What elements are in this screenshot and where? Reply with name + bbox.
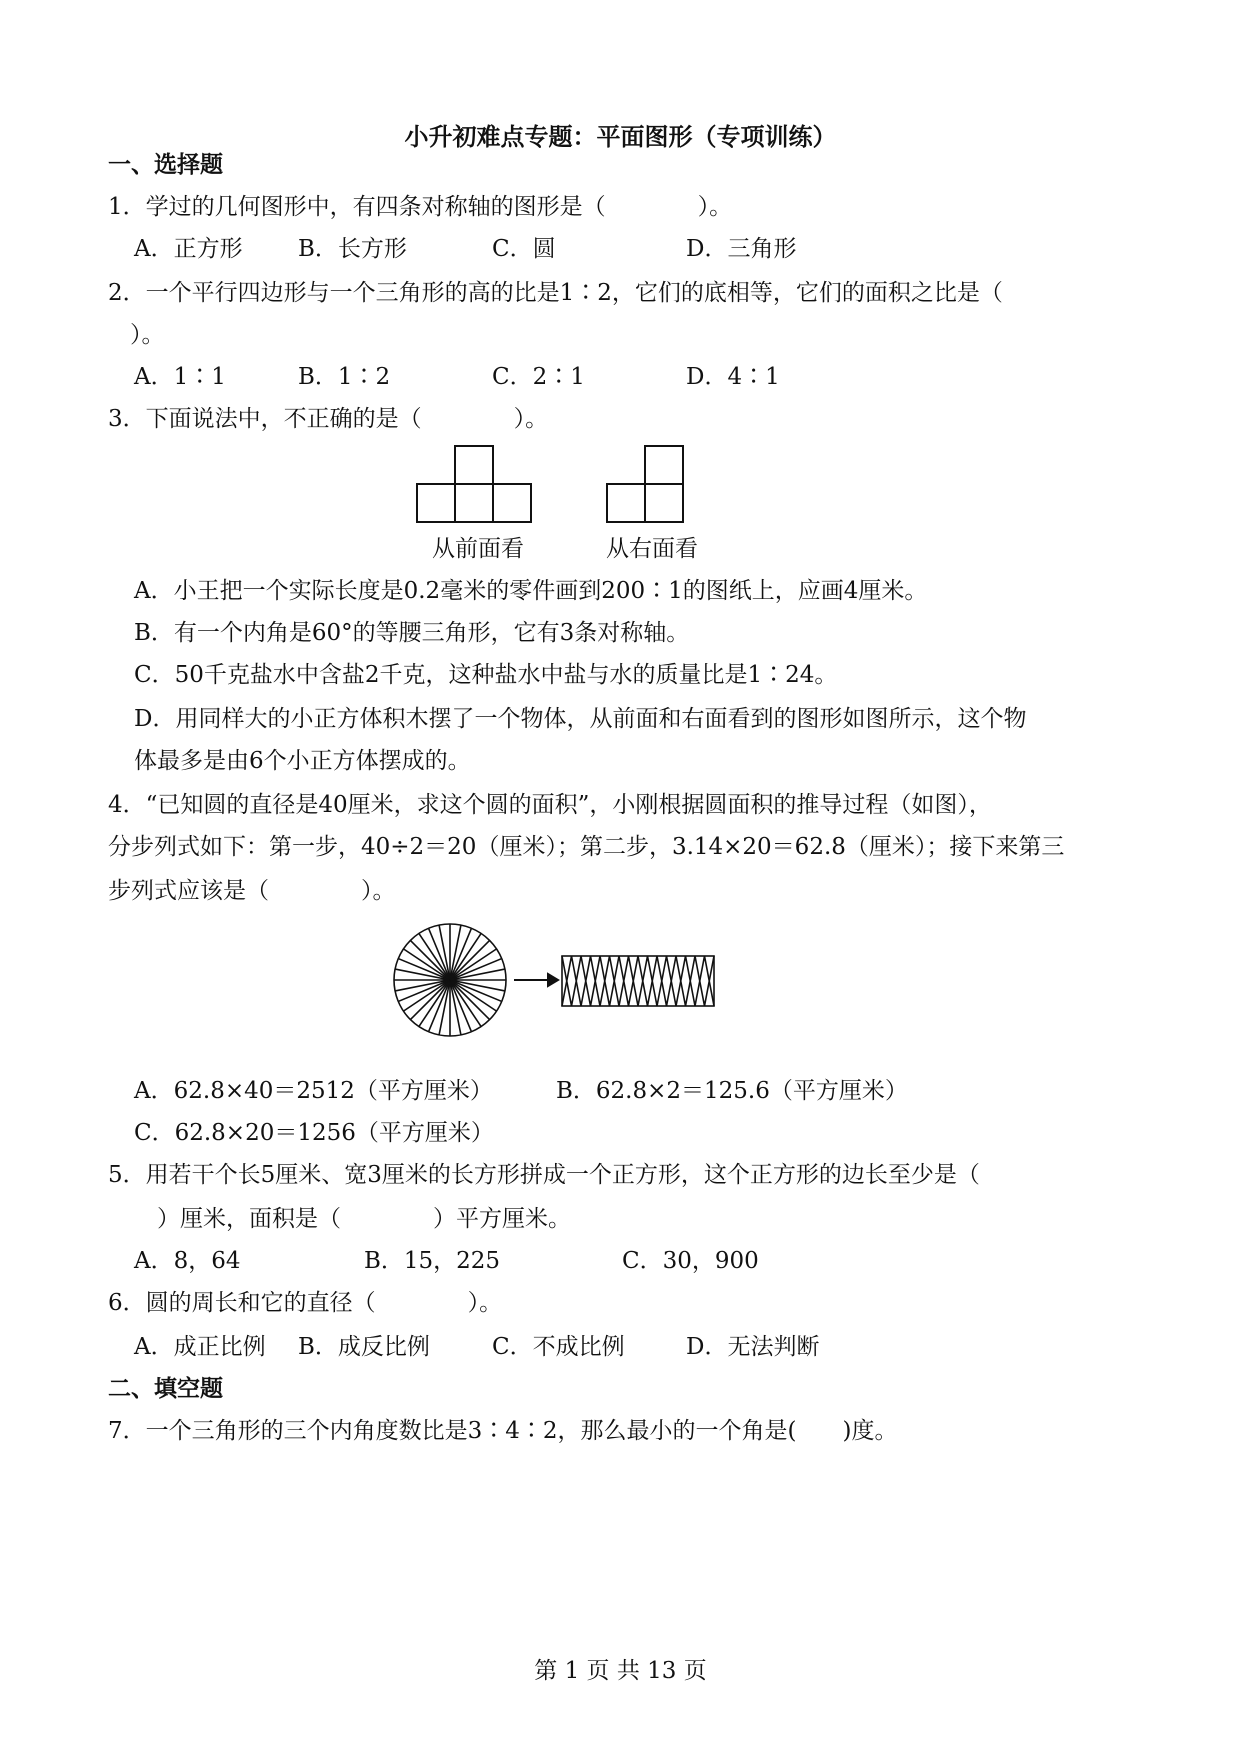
question-6-option-d: D．无法判断: [686, 1334, 820, 1360]
question-3-views-figure: [410, 440, 700, 532]
question-4-stem-line2: 分步列式如下：第一步，40÷2＝20（厘米）；第二步，3.14×20＝62.8（厘米）；接下来第三: [108, 834, 1065, 860]
rectangle-outline: [562, 956, 714, 1006]
circle-divided-into-sectors: [394, 924, 506, 1036]
caption-front-view: 从前面看: [432, 536, 524, 562]
question-2-option-d: D．4∶1: [686, 364, 780, 390]
front-view-square: [455, 446, 493, 484]
question-2-option-c: C．2∶1: [492, 364, 585, 390]
question-2-option-b: B．1∶2: [298, 364, 391, 390]
sector-zigzag: [562, 956, 714, 1006]
question-6-option-a: A．成正比例: [134, 1334, 266, 1360]
question-2-stem-line1: 2．一个平行四边形与一个三角形的高的比是1∶2，它们的底相等，它们的面积之比是（: [108, 280, 1003, 306]
question-2-option-a: A．1∶1: [134, 364, 226, 390]
question-1-option-b: B．长方形: [298, 236, 407, 262]
page-title: 小升初难点专题：平面图形（专项训练）: [404, 122, 837, 151]
question-6-option-c: C．不成比例: [492, 1334, 625, 1360]
caption-right-view: 从右面看: [606, 536, 698, 562]
question-3-option-d-line2: 体最多是由6个小正方体摆成的。: [134, 748, 471, 774]
question-2-stem-line2: ）。: [130, 322, 165, 348]
front-view-square: [417, 484, 455, 522]
question-1-option-c: C．圆: [492, 236, 556, 262]
question-1-option-a: A．正方形: [134, 236, 243, 262]
question-3-option-a: A．小王把一个实际长度是0.2毫米的零件画到200∶1的图纸上，应画4厘米。: [134, 578, 928, 604]
question-5-option-a: A．8，64: [134, 1248, 241, 1274]
question-1-option-d: D．三角形: [686, 236, 797, 262]
question-3-option-d-line1: D．用同样大的小正方体积木摆了一个物体，从前面和右面看到的图形如图所示，这个物: [134, 706, 1027, 732]
question-7-stem: 7．一个三角形的三个内角度数比是3∶4∶2，那么最小的一个角是( )度。: [108, 1418, 898, 1444]
circle-area-derivation-figure: [390, 916, 730, 1046]
arrow-icon: [514, 974, 558, 986]
right-view-square: [645, 484, 683, 522]
right-view-square: [607, 484, 645, 522]
front-view-square: [455, 484, 493, 522]
question-3-stem: 3．下面说法中，不正确的是（ ）。: [108, 406, 549, 432]
question-5-option-b: B．15，225: [364, 1248, 501, 1274]
question-4-option-c: C．62.8×20＝1256（平方厘米）: [134, 1120, 494, 1146]
question-5-stem-line2: ）厘米，面积是（ ）平方厘米。: [134, 1206, 571, 1232]
question-3-option-b: B．有一个内角是60°的等腰三角形，它有3条对称轴。: [134, 620, 690, 646]
approximate-rectangle: [562, 956, 714, 1006]
front-view-square: [493, 484, 531, 522]
sector-zigzag: [562, 956, 714, 1006]
question-4-stem-line3: 步列式应该是（ ）。: [108, 878, 396, 904]
page-footer: 第 1 页 共 13 页: [534, 1658, 707, 1684]
question-6-option-b: B．成反比例: [298, 1334, 430, 1360]
question-5-stem-line1: 5．用若干个长5厘米、宽3厘米的长方形拼成一个正方形，这个正方形的边长至少是（: [108, 1162, 980, 1188]
right-view-square: [645, 446, 683, 484]
question-4-option-b: B．62.8×2＝125.6（平方厘米）: [556, 1078, 908, 1104]
section-heading-fill: 二、填空题: [108, 1375, 223, 1402]
section-heading-choice: 一、选择题: [108, 151, 223, 178]
question-3-option-c: C．50千克盐水中含盐2千克，这种盐水中盐与水的质量比是1∶24。: [134, 662, 838, 688]
question-5-option-c: C．30，900: [622, 1248, 759, 1274]
question-6-stem: 6．圆的周长和它的直径（ ）。: [108, 1290, 503, 1316]
question-4-option-a: A．62.8×40＝2512（平方厘米）: [134, 1078, 493, 1104]
question-4-stem-line1: 4．“已知圆的直径是40厘米，求这个圆的面积”，小刚根据圆面积的推导过程（如图），: [108, 792, 992, 818]
question-1-stem: 1．学过的几何图形中，有四条对称轴的图形是（ ）。: [108, 194, 733, 220]
